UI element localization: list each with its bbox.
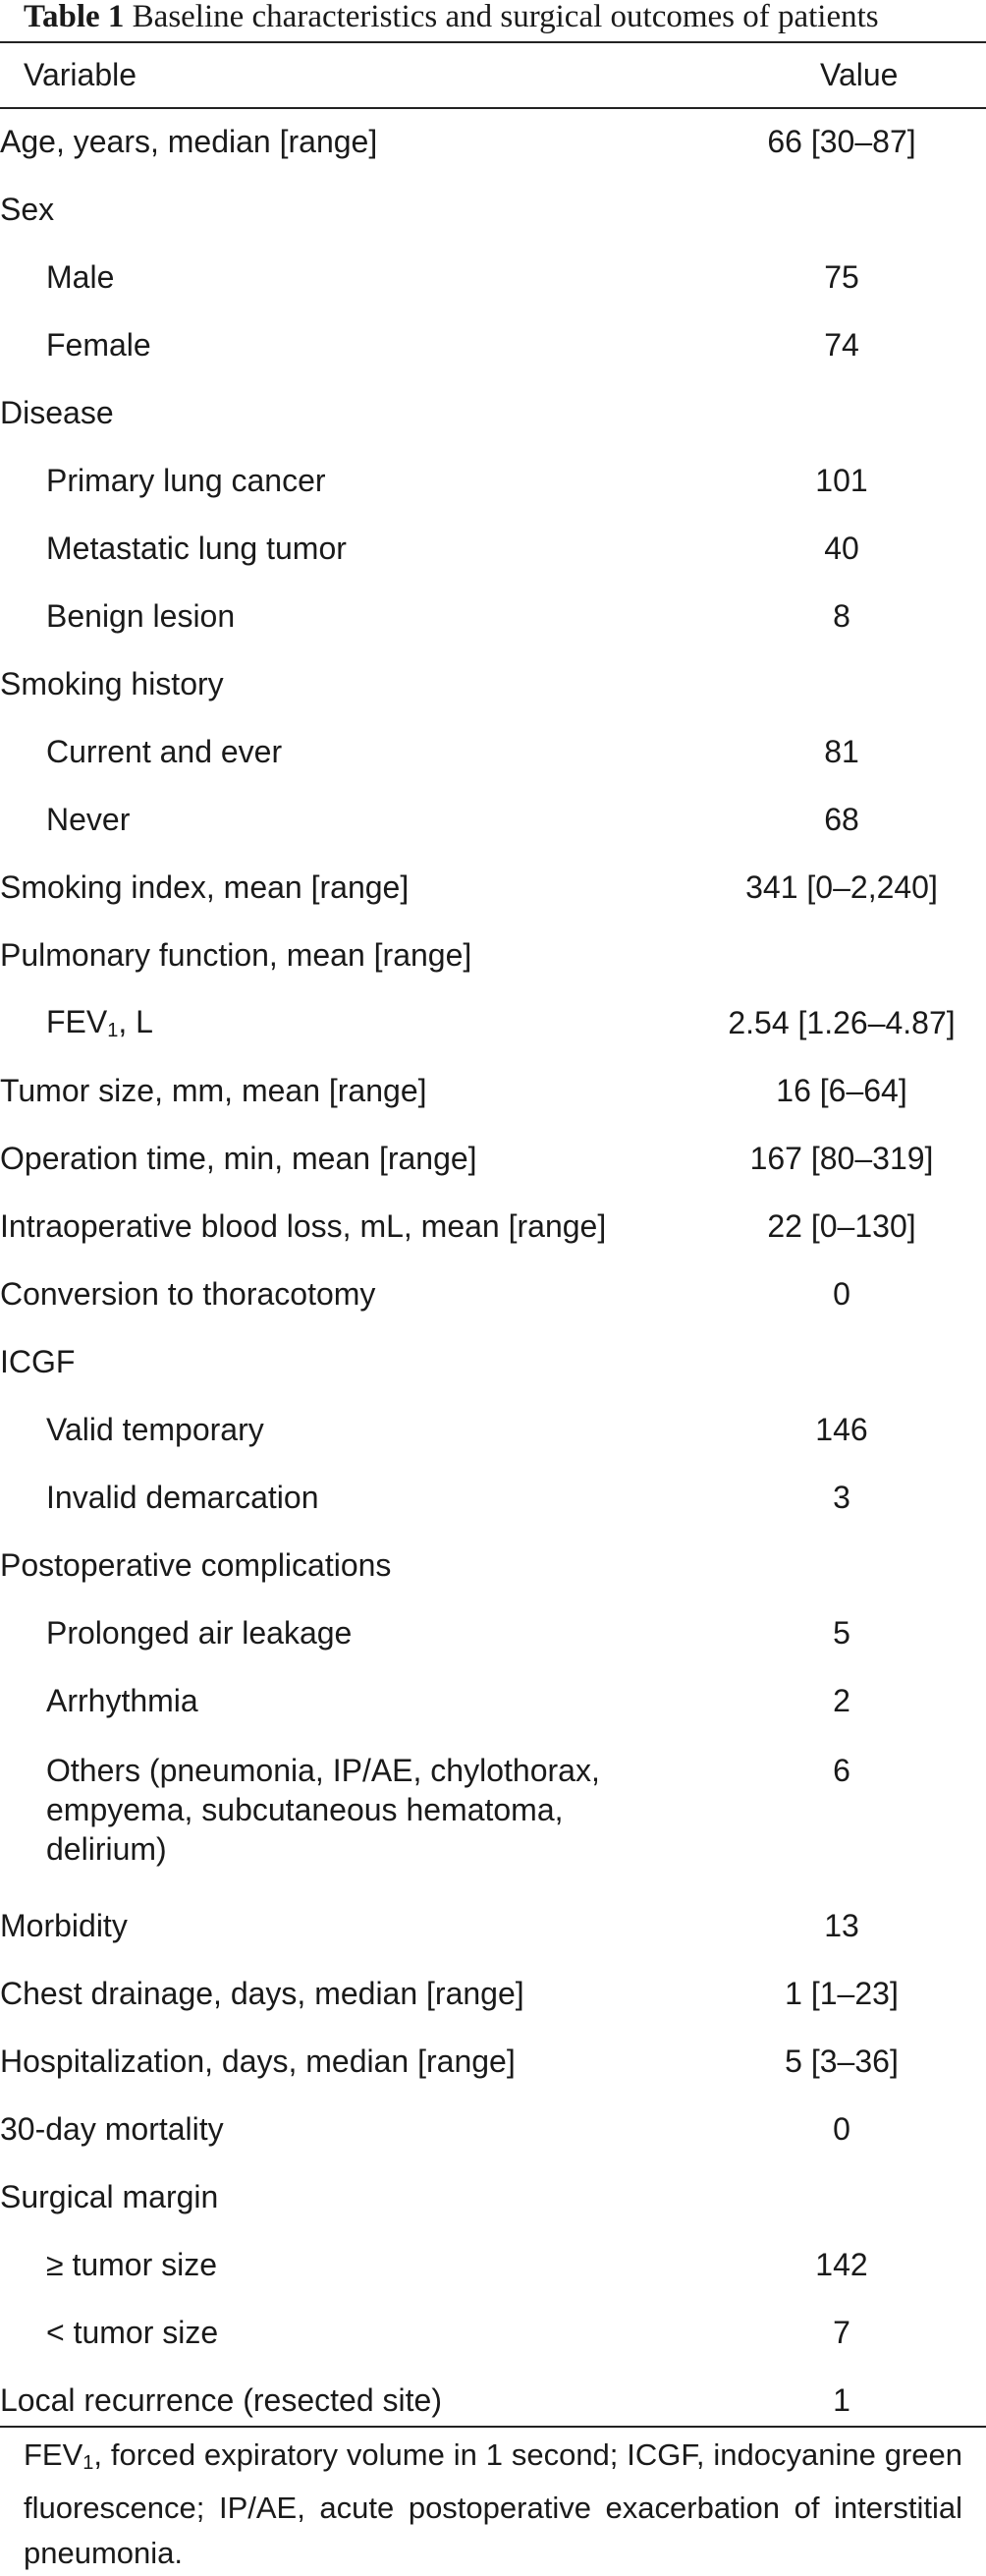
row-value: 0 bbox=[833, 2111, 850, 2147]
header-row bbox=[0, 41, 986, 108]
table-row bbox=[0, 1464, 986, 1532]
table-row bbox=[0, 1260, 986, 1328]
row-variable: Disease bbox=[0, 395, 114, 430]
row-variable: Invalid demarcation bbox=[46, 1480, 319, 1515]
row-variable: Morbidity bbox=[0, 1908, 128, 1943]
row-variable: Prolonged air leakage bbox=[46, 1615, 353, 1651]
row-value: 167 [80–319] bbox=[749, 1141, 934, 1176]
row-value: 66 [30–87] bbox=[767, 124, 916, 159]
table-row bbox=[0, 1892, 986, 1960]
row-value: 16 [6–64] bbox=[776, 1073, 907, 1108]
column-header-value: Value bbox=[820, 56, 899, 92]
table-row bbox=[0, 244, 986, 311]
row-value: 74 bbox=[824, 327, 859, 363]
row-variable: Sex bbox=[0, 192, 55, 227]
table-row bbox=[0, 989, 986, 1057]
row-variable: Valid temporary bbox=[46, 1412, 264, 1447]
row-value bbox=[697, 650, 986, 718]
row-value: 3 bbox=[833, 1480, 850, 1515]
table-row bbox=[0, 447, 986, 515]
table-row bbox=[0, 718, 986, 786]
table-row bbox=[0, 2231, 986, 2299]
row-variable: Arrhythmia bbox=[46, 1683, 198, 1718]
row-value: 68 bbox=[824, 802, 859, 837]
characteristics-table bbox=[0, 41, 986, 2435]
table-row bbox=[0, 379, 986, 447]
table-row bbox=[0, 1193, 986, 1260]
row-value bbox=[697, 922, 986, 989]
row-value: 6 bbox=[833, 1753, 850, 1788]
row-variable: Conversion to thoracotomy bbox=[0, 1276, 376, 1312]
row-variable: Pulmonary function, mean [range] bbox=[0, 937, 472, 973]
row-variable: Tumor size, mm, mean [range] bbox=[0, 1073, 427, 1108]
row-variable: Smoking history bbox=[0, 666, 224, 701]
table-row bbox=[0, 2367, 986, 2435]
bottom-rule bbox=[0, 2426, 986, 2428]
table-row bbox=[0, 1328, 986, 1396]
table-number: Table 1 bbox=[24, 0, 125, 34]
table-row bbox=[0, 2096, 986, 2163]
row-value: 1 bbox=[833, 2382, 850, 2418]
footnote-fev: FEV bbox=[24, 2437, 83, 2472]
row-variable: Postoperative complications bbox=[0, 1547, 392, 1583]
row-variable: Age, years, median [range] bbox=[0, 124, 378, 159]
row-variable: Intraoperative blood loss, mL, mean [range] bbox=[0, 1208, 607, 1244]
row-variable-main: FEV bbox=[46, 1004, 108, 1039]
row-value: 22 [0–130] bbox=[767, 1208, 916, 1244]
row-variable: Current and ever bbox=[46, 734, 283, 769]
footnote-text: , forced expiratory volume in 1 second; ICGF, indocyanine green fluorescence; IP/AE, acute postoperative exacerbation of interstitial pneumonia. bbox=[24, 2437, 962, 2570]
row-variable: Primary lung cancer bbox=[46, 463, 326, 498]
row-variable: Male bbox=[46, 259, 115, 295]
row-variable: Surgical margin bbox=[0, 2179, 219, 2214]
row-value: 5 bbox=[833, 1615, 850, 1651]
table-body bbox=[0, 108, 986, 2435]
row-variable: Metastatic lung tumor bbox=[46, 531, 347, 566]
row-variable-rest: , L bbox=[118, 1004, 153, 1039]
row-value: 2.54 [1.26–4.87] bbox=[728, 1005, 956, 1040]
row-value: 0 bbox=[833, 1276, 850, 1312]
footnote-fev-subscript: 1 bbox=[82, 2452, 94, 2474]
row-variable: Local recurrence (resected site) bbox=[0, 2382, 442, 2418]
table-row bbox=[0, 176, 986, 244]
row-value: 75 bbox=[824, 259, 859, 295]
row-value: 146 bbox=[815, 1412, 868, 1447]
row-variable bbox=[0, 989, 697, 1057]
table-row bbox=[0, 2163, 986, 2231]
table-row bbox=[0, 650, 986, 718]
row-variable: Never bbox=[46, 802, 131, 837]
table-row bbox=[0, 1599, 986, 1667]
row-variable: Operation time, min, mean [range] bbox=[0, 1141, 477, 1176]
table-row bbox=[0, 311, 986, 379]
row-variable: 30-day mortality bbox=[0, 2111, 224, 2147]
row-variable: ≥ tumor size bbox=[46, 2247, 218, 2282]
table-row bbox=[0, 1396, 986, 1464]
row-variable: Smoking index, mean [range] bbox=[0, 869, 410, 905]
row-variable-subscript: 1 bbox=[107, 1020, 119, 1041]
row-value: 5 [3–36] bbox=[785, 2044, 899, 2079]
row-value: 1 [1–23] bbox=[785, 1976, 899, 2011]
row-variable-line: delirium) bbox=[46, 1831, 167, 1867]
row-value: 2 bbox=[833, 1683, 850, 1718]
table-row bbox=[0, 1532, 986, 1599]
table-row bbox=[0, 1735, 986, 1892]
table-row bbox=[0, 2299, 986, 2367]
row-variable bbox=[0, 1735, 697, 1892]
table-row bbox=[0, 108, 986, 176]
table-caption bbox=[24, 0, 879, 39]
row-variable: < tumor size bbox=[46, 2315, 219, 2350]
row-value bbox=[697, 1328, 986, 1396]
table-title: Baseline characteristics and surgical outcomes of patients bbox=[132, 0, 879, 34]
row-value bbox=[697, 379, 986, 447]
row-variable-line: Others (pneumonia, IP/AE, chylothorax, bbox=[46, 1753, 600, 1788]
table-row bbox=[0, 1667, 986, 1735]
column-header-variable: Variable bbox=[24, 56, 137, 92]
table-row bbox=[0, 1057, 986, 1125]
table-row bbox=[0, 583, 986, 650]
row-value bbox=[697, 176, 986, 244]
row-value: 8 bbox=[833, 598, 850, 634]
row-value: 7 bbox=[833, 2315, 850, 2350]
row-variable: Benign lesion bbox=[46, 598, 236, 634]
table-row bbox=[0, 786, 986, 854]
row-value: 101 bbox=[815, 463, 868, 498]
table-row bbox=[0, 515, 986, 583]
row-variable: Hospitalization, days, median [range] bbox=[0, 2044, 516, 2079]
row-value: 341 [0–2,240] bbox=[745, 869, 938, 905]
row-variable: Chest drainage, days, median [range] bbox=[0, 1976, 524, 2011]
row-variable: Female bbox=[46, 327, 151, 363]
row-variable: ICGF bbox=[0, 1344, 76, 1379]
row-value bbox=[697, 1532, 986, 1599]
row-value: 40 bbox=[824, 531, 859, 566]
table-row bbox=[0, 2028, 986, 2096]
table-row bbox=[0, 1960, 986, 2028]
table-row bbox=[0, 1125, 986, 1193]
row-value bbox=[697, 2163, 986, 2231]
row-value: 142 bbox=[815, 2247, 868, 2282]
table-footnote bbox=[24, 2433, 962, 2576]
row-value: 81 bbox=[824, 734, 859, 769]
row-variable-line: empyema, subcutaneous hematoma, bbox=[46, 1792, 564, 1827]
table-row bbox=[0, 922, 986, 989]
row-value: 13 bbox=[824, 1908, 859, 1943]
table-row bbox=[0, 854, 986, 922]
